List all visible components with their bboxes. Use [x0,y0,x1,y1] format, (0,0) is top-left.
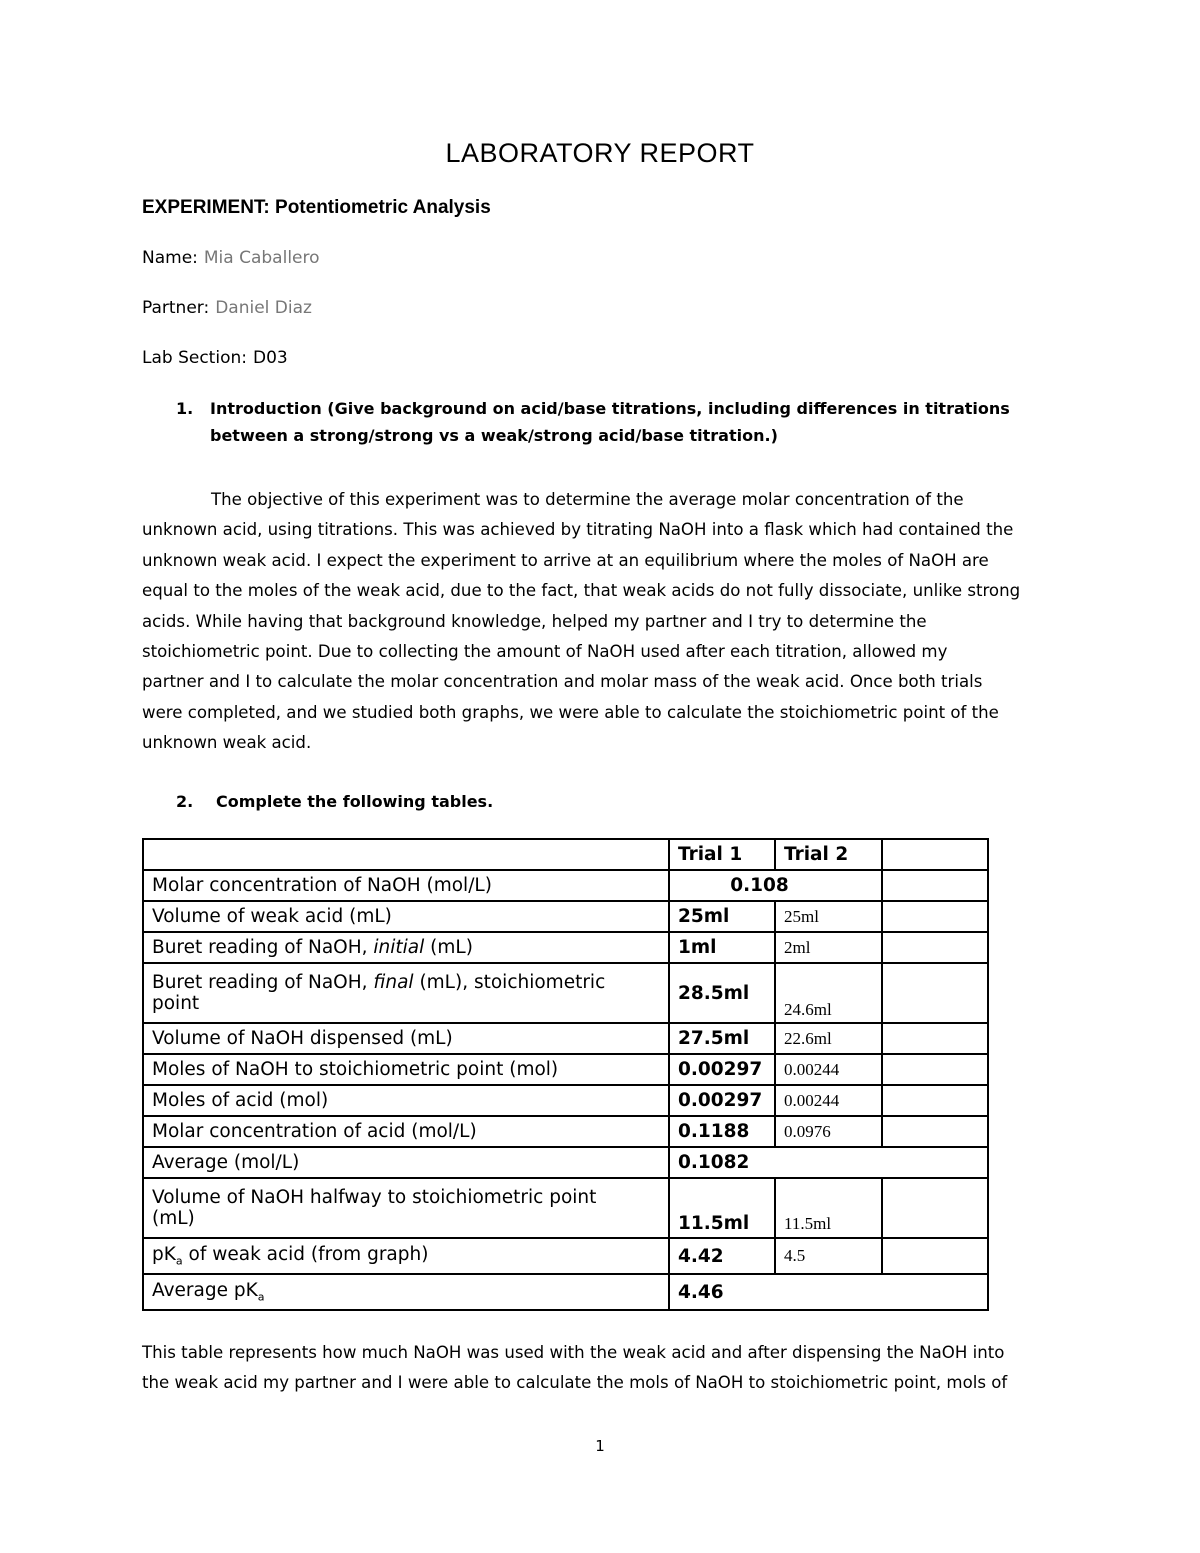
table-cell [882,839,988,870]
trial-1-value: 0.00297 [669,1085,775,1116]
table-row [143,1116,988,1147]
row-label-part: Buret reading of NaOH, [152,972,374,993]
table-header-row [143,839,988,870]
trial-2-value: 0.00244 [775,1054,882,1085]
row-label-italic: initial [373,937,425,958]
question-2-text: Complete the following tables. [216,792,494,811]
row-label-part: pK [152,1244,176,1266]
report-title: LABORATORY REPORT [445,138,755,168]
name-label: Name: [142,248,198,268]
table-header-trial-1: Trial 1 [669,839,775,870]
intro-line: equal to the moles of the weak acid, due to the fact, that weak acids do not fully dissociate, unlike strong [142,581,1021,601]
row-label [143,1274,669,1310]
intro-line: were completed, and we studied both graphs, we were able to calculate the stoichiometric point of the [142,702,999,722]
row-label-part: Volume of NaOH halfway to stoichiometric point [152,1187,597,1208]
row-label [143,1238,669,1274]
average-pka-value: 4.46 [669,1274,988,1310]
question-2-number: 2. [176,792,194,811]
page-number: 1 [595,1437,605,1455]
table-row [143,1178,988,1238]
trial-2-value: 4.5 [775,1238,882,1274]
introduction-paragraph [142,485,1057,759]
table-cell [882,1054,988,1085]
row-label-subscript: a [257,1290,265,1304]
intro-line: acids. While having that background knowledge, helped my partner and I try to determine the [142,611,927,631]
table-cell [882,1238,988,1274]
row-label-part: (mL) [424,937,473,958]
row-label-italic: final [373,972,414,993]
row-label-part: point [152,993,200,1014]
table-row [143,901,988,932]
row-label-part: (mL) [152,1208,195,1229]
trial-1-value: 0.00297 [669,1054,775,1085]
row-label-part: Average pK [152,1280,258,1302]
description-line: This table represents how much NaOH was used with the weak acid and after dispensing the NaOH into [142,1343,1005,1362]
lab-section-label: Lab Section: [142,348,247,368]
table-description [142,1338,1072,1399]
row-label [143,1178,669,1238]
row-label: Average (mol/L) [143,1147,669,1178]
trial-2-value: 2ml [775,932,882,963]
average-value: 0.1082 [669,1147,988,1178]
intro-line: partner and I to calculate the molar concentration and molar mass of the weak acid. Once both trials [142,672,983,692]
table-cell [882,901,988,932]
trial-2-value: 0.00244 [775,1085,882,1116]
intro-line: stoichiometric point. Due to collecting the amount of NaOH used after each titration, allowed my [142,642,948,662]
row-label: Volume of weak acid (mL) [143,901,669,932]
results-table [142,838,989,1311]
partner-field [142,298,312,318]
intro-line: The objective of this experiment was to determine the average molar concentration of the [211,490,964,509]
trial-1-value: 25ml [669,901,775,932]
table-cell [882,1178,988,1238]
partner-label: Partner: [142,298,210,318]
row-label-part: Buret reading of NaOH, [152,937,374,958]
trial-1-value: 0.1188 [669,1116,775,1147]
intro-line: unknown acid, using titrations. This was achieved by titrating NaOH into a flask which had contained the [142,520,1014,540]
trial-2-value: 0.0976 [775,1116,882,1147]
row-label: Moles of acid (mol) [143,1085,669,1116]
question-2 [142,792,493,811]
table-cell [882,932,988,963]
table-cell [882,1023,988,1054]
trial-1-value: 27.5ml [669,1023,775,1054]
table-row [143,1147,988,1178]
question-1-line-1: Introduction (Give background on acid/base titrations, including differences in titrations [210,399,1010,418]
table-cell [143,839,669,870]
table-cell [882,870,988,901]
table-row [143,1085,988,1116]
row-label [143,932,669,963]
trial-1-value: 4.42 [669,1238,775,1274]
name-value: Mia Caballero [203,248,320,268]
row-label-subscript: a [175,1254,183,1268]
table-header-trial-2: Trial 2 [775,839,882,870]
trial-1-value: 1ml [669,932,775,963]
row-label: Moles of NaOH to stoichiometric point (mol) [143,1054,669,1085]
row-label-part: of weak acid (from graph) [182,1244,429,1266]
question-1-line-2: between a strong/strong vs a weak/strong acid/base titration.) [210,426,778,445]
row-label: Molar concentration of NaOH (mol/L) [143,870,669,901]
table-row [143,1023,988,1054]
table-cell [882,963,988,1023]
table-row [143,870,988,901]
question-1-number: 1. [176,399,194,418]
intro-line: unknown weak acid. [142,733,312,753]
trial-1-value: 11.5ml [669,1178,775,1238]
description-line: the weak acid my partner and I were able to calculate the mols of NaOH to stoichiometric point, mols of [142,1373,1008,1393]
merged-value: 0.108 [669,870,882,901]
table-cell [882,1116,988,1147]
table-row [143,1054,988,1085]
table-row [143,963,988,1023]
question-1 [142,399,1010,445]
name-field [142,248,320,268]
trial-2-value: 11.5ml [775,1178,882,1238]
table-row [143,932,988,963]
intro-line: unknown weak acid. I expect the experiment to arrive at an equilibrium where the moles of NaOH are [142,550,989,570]
lab-section-value: D03 [252,348,288,368]
row-label: Molar concentration of acid (mol/L) [143,1116,669,1147]
row-label: Volume of NaOH dispensed (mL) [143,1023,669,1054]
trial-1-value: 28.5ml [669,963,775,1023]
row-label-part: (mL), stoichiometric [413,972,606,993]
table-row [143,1238,988,1274]
row-label [143,963,669,1023]
table-cell [882,1085,988,1116]
trial-2-value: 24.6ml [775,963,882,1023]
trial-2-value: 25ml [775,901,882,932]
partner-value: Daniel Diaz [215,298,312,318]
lab-section-field [142,348,288,368]
table-row [143,1274,988,1310]
trial-2-value: 22.6ml [775,1023,882,1054]
experiment-heading: EXPERIMENT: Potentiometric Analysis [142,197,491,218]
